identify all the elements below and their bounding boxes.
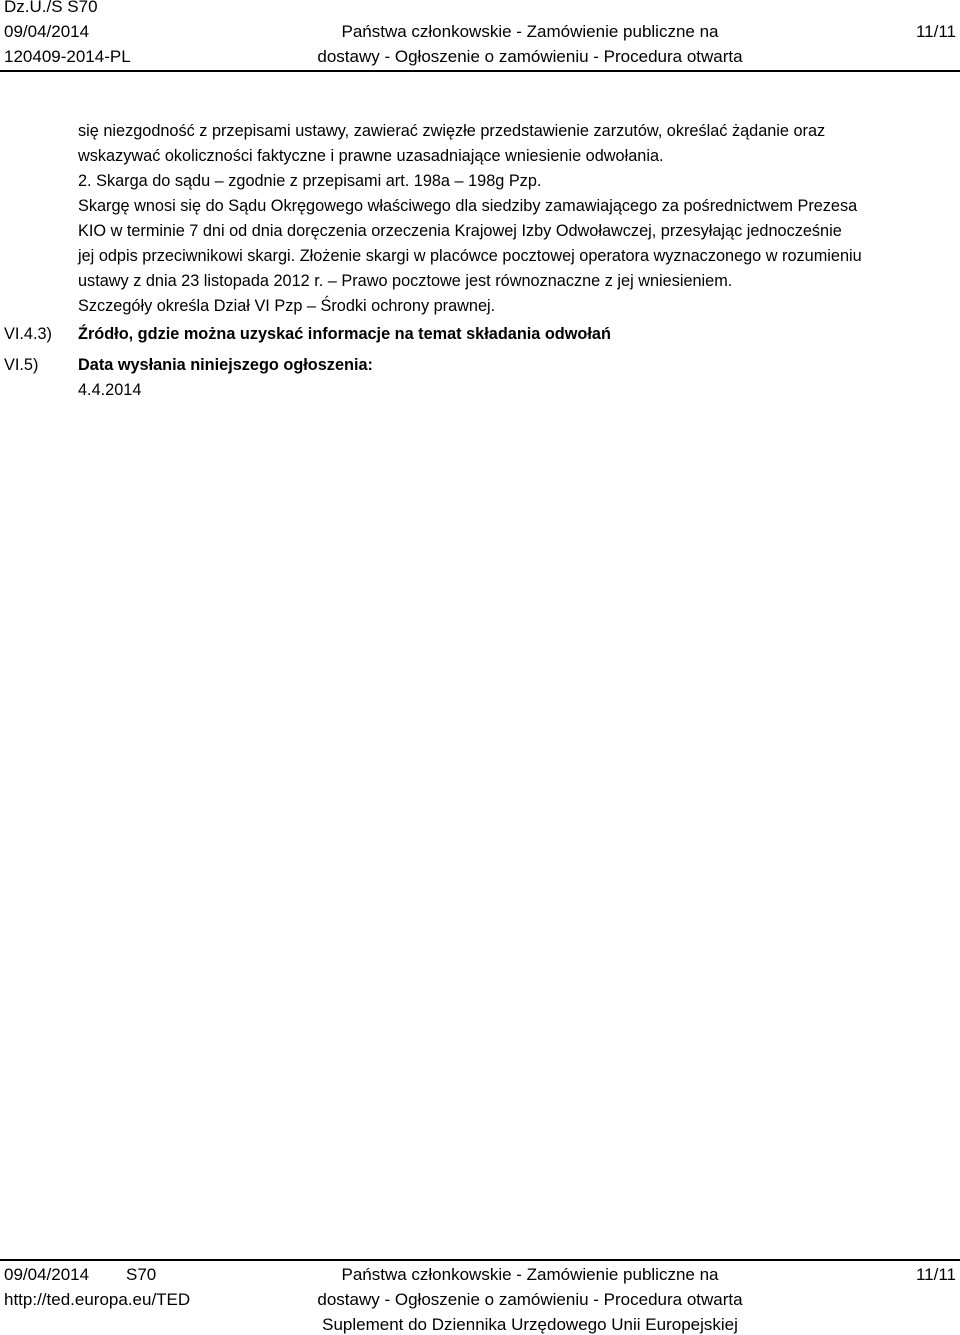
body-line: ustawy z dnia 23 listopada 2012 r. – Prawo pocztowe jest równoznaczne z jej wniesieniem. xyxy=(78,272,733,290)
footer-url: http://ted.europa.eu/TED xyxy=(4,1290,191,1309)
journal-reference: Dz.U./S S70 xyxy=(4,0,98,16)
footer-series: S70 xyxy=(126,1265,157,1284)
footer-title-line1: Państwa członkowskie - Zamówienie publiczne na xyxy=(341,1265,719,1284)
body-line: wskazywać okoliczności faktyczne i prawne uzasadniające wniesienie odwołania. xyxy=(78,147,664,165)
dispatch-date-value: 4.4.2014 xyxy=(78,381,142,399)
footer-page-number: 11/11 xyxy=(915,1265,956,1284)
footer-date: 09/04/2014 xyxy=(4,1265,90,1284)
body-line: Skargę wnosi się do Sądu Okręgowego właściwego dla siedziby zamawiającego za pośrednictwem Prezesa xyxy=(78,197,858,215)
footer-title-line3: Suplement do Dziennika Urzędowego Unii Europejskiej xyxy=(322,1315,738,1334)
notice-id: 120409-2014-PL xyxy=(4,47,131,66)
body-line: Szczegóły określa Dział VI Pzp – Środki ochrony prawnej. xyxy=(78,297,496,315)
footer-title-line2: dostawy - Ogłoszenie o zamówieniu - Procedura otwarta xyxy=(317,1290,743,1309)
footer-rule xyxy=(0,1259,960,1261)
body-line: się niezgodność z przepisami ustawy, zawierać zwięzłe przedstawienie zarzutów, określać żądanie oraz xyxy=(78,122,826,140)
header-page-number: 11/11 xyxy=(915,22,956,41)
header-date: 09/04/2014 xyxy=(4,22,90,41)
header-title-line2: dostawy - Ogłoszenie o zamówieniu - Procedura otwarta xyxy=(317,47,743,66)
section-heading-dispatch-date: Data wysłania niniejszego ogłoszenia: xyxy=(78,356,373,374)
section-number-vi-5: VI.5) xyxy=(4,356,39,374)
section-heading-appeals-info: Źródło, gdzie można uzyskać informacje na temat składania odwołań xyxy=(78,325,611,343)
body-line: KIO w terminie 7 dni od dnia doręczenia orzeczenia Krajowej Izby Odwoławczej, przesyłając jednocześnie xyxy=(78,222,842,240)
section-number-vi-4-3: VI.4.3) xyxy=(4,325,52,343)
body-line: jej odpis przeciwnikowi skargi. Złożenie skargi w placówce pocztowej operatora wyznaczonego w rozumieniu xyxy=(78,247,862,265)
header-title-line1: Państwa członkowskie - Zamówienie publiczne na xyxy=(341,22,719,41)
body-line: 2. Skarga do sądu – zgodnie z przepisami art. 198a – 198g Pzp. xyxy=(78,172,542,190)
header-rule xyxy=(0,70,960,72)
